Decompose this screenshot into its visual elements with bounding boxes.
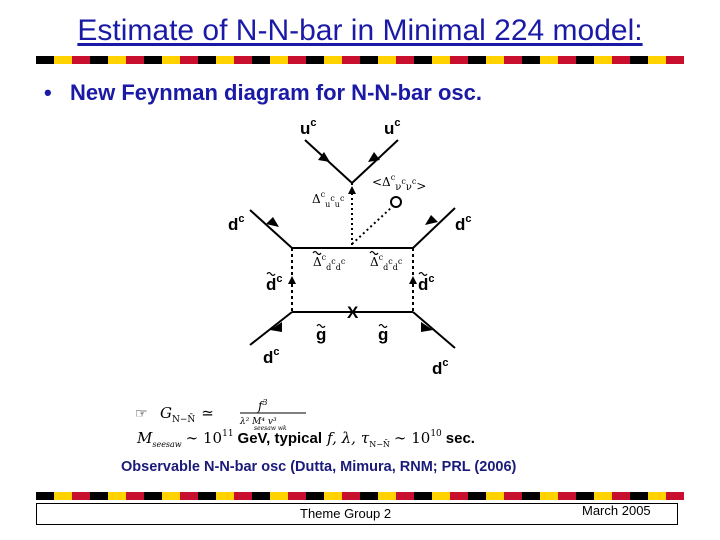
stripe-segment: [108, 492, 126, 500]
stripe-segment: [468, 492, 486, 500]
stripe-segment: [396, 492, 414, 500]
citation-text: Observable N-N-bar osc (Dutta, Mimura, RNM; PRL (2006): [121, 459, 517, 475]
stripe-segment: [360, 492, 378, 500]
footer-center-text: Theme Group 2: [300, 506, 392, 521]
stripe-segment: [36, 492, 54, 500]
stripe-segment: [414, 492, 432, 500]
stripe-segment: [324, 492, 342, 500]
line-dc-upper-left: [250, 210, 292, 248]
arrow-box-left: [288, 276, 296, 284]
stripe-segment: [450, 492, 468, 500]
label-uc-right: $u^c$: [384, 117, 401, 138]
line-to-vev: [352, 207, 392, 244]
label-tdelta-left: $\Delta^c_d^c_d^c$: [313, 253, 346, 272]
arrow-dc-upper-right: [425, 215, 438, 225]
label-uc-left: $u^c$: [300, 117, 317, 138]
stripe-segment: [90, 492, 108, 500]
line-dc-lower-right: [413, 312, 455, 348]
footer-date: March 2005: [582, 503, 651, 518]
stripe-segment: [612, 492, 630, 500]
stripe-segment: [558, 492, 576, 500]
stripe-segment: [540, 492, 558, 500]
stripe-segment: [144, 492, 162, 500]
arrow-delta-up: [348, 186, 356, 194]
stripe-segment: [126, 492, 144, 500]
stripe-segment: [270, 492, 288, 500]
formula-numerator: $f^3$: [258, 398, 268, 413]
label-g-right: g: [378, 325, 389, 344]
label-dc-upper-right: $d^c$: [455, 213, 472, 234]
label-g-left: g: [316, 325, 327, 344]
stripe-segment: [162, 492, 180, 500]
stripe-segment: [630, 492, 648, 500]
label-delta-top: $\Delta^c_u^c_u^c$: [312, 190, 345, 209]
stripe-segment: [54, 492, 72, 500]
stripe-segment: [378, 492, 396, 500]
stripe-segment: [180, 492, 198, 500]
label-dtilde-right: $d^c$: [418, 273, 435, 294]
stripe-segment: [252, 492, 270, 500]
stripe-segment: [522, 492, 540, 500]
stripe-segment: [342, 492, 360, 500]
pointer-icon: ☞: [135, 406, 148, 422]
label-cross: X: [347, 303, 359, 322]
bullet-dot-icon: •: [44, 80, 52, 105]
stripe-segment: [198, 492, 216, 500]
vev-circle: [391, 197, 401, 207]
slide-title: Estimate of N-N-bar in Minimal 224 model:: [77, 14, 643, 47]
stripe-segment: [234, 492, 252, 500]
stripe-segment: [504, 492, 522, 500]
stripe-segment: [576, 492, 594, 500]
formula-denominator-sub: seesaw wk: [254, 425, 287, 432]
stripe-segment: [486, 492, 504, 500]
label-tdelta-right: $\Delta^c_d^c_d^c$: [370, 253, 403, 272]
stripe-segment: [306, 492, 324, 500]
label-dc-upper-left: $d^c$: [228, 213, 245, 234]
label-dc-lower-left: $d^c$: [263, 346, 280, 367]
arrow-box-right: [409, 276, 417, 284]
formula-line-2: $M_{seesaw}$ ∼ $10^{11}$ GeV, typical f, λ, $\tau_{N-N̄}$ ∼ $10^{10}$ sec.: [137, 429, 475, 449]
stripe-segment: [288, 492, 306, 500]
stripe-segment: [432, 492, 450, 500]
decorative-stripe-bottom: [36, 492, 684, 500]
stripe-segment: [72, 492, 90, 500]
stripe-segment: [648, 492, 666, 500]
stripe-segment: [666, 492, 684, 500]
bullet-text: New Feynman diagram for N-N-bar osc.: [70, 80, 482, 105]
formula-denominator: λ² M⁴ v³: [240, 417, 277, 427]
stripe-segment: [594, 492, 612, 500]
label-delta-nu: $<\Delta^c_\nu^c_\nu^c>$: [372, 173, 427, 193]
line-dc-lower-left: [250, 312, 292, 345]
arrow-uc-right: [368, 152, 380, 162]
label-dc-lower-right: $d^c$: [432, 357, 449, 378]
stripe-segment: [216, 492, 234, 500]
line-dc-upper-right: [413, 208, 455, 248]
formula-line-1: $G_{N-N̄}$ ≃: [160, 404, 214, 425]
label-dtilde-left: $d^c$: [266, 273, 283, 294]
